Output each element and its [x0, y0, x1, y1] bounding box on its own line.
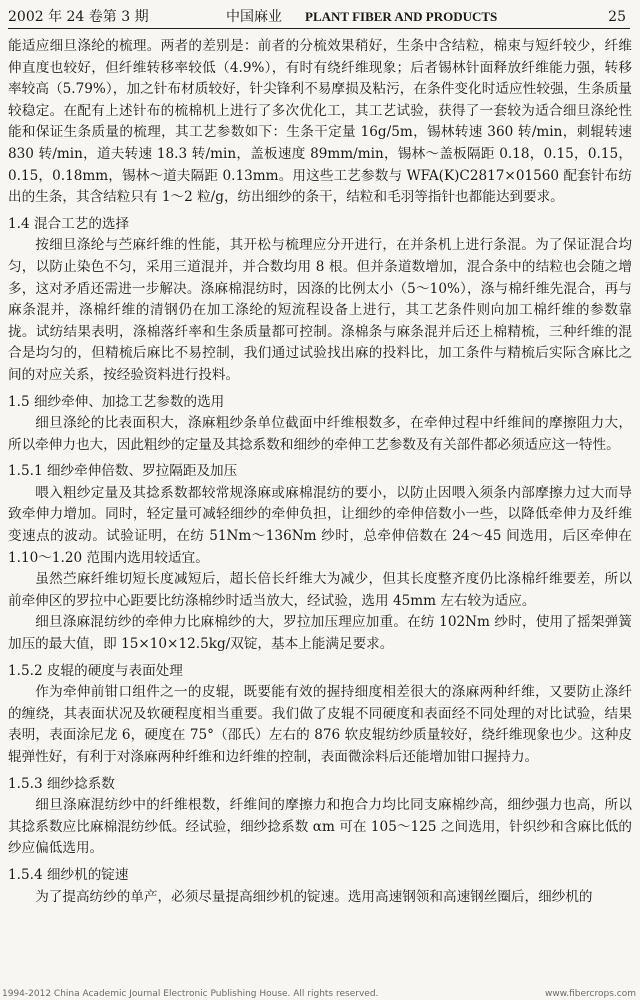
paragraph-1-5-1a: 喂入粗纱定量及其捻系数都较常规涤麻或麻棉混纺的要小，以防止因喂入须条内部摩擦力过大而导致牵伸力增加。同时，轻定量可减轻细纱的牵伸负担，让细纱的牵伸倍数小一些，以降低牵伸力及纤维变速点的波动。试验证明，在纺 51Nm～136Nm 纱时，总牵伸倍数在 24～45 间选用，后区牵伸在 1.10～1.20 范围内选用较适宜。 [8, 484, 632, 566]
section-heading-1-5-3: 1.5.3 细纱捻系数 [8, 775, 115, 792]
section-heading-1-4: 1.4 混合工艺的选择 [8, 215, 130, 232]
copyright-text: 1994-2012 China Academic Journal Electronic Publishing House. All rights reserved. [2, 989, 379, 999]
section-heading-1-5: 1.5 细纱牵伸、加捻工艺参数的选用 [8, 393, 225, 410]
paragraph-1-5-1b: 虽然苎麻纤维切短长度减短后，超长倍长纤维大为减少，但其长度整齐度仍比涤棉纤维要差，所以前牵伸区的罗拉中心距要比纺涤棉纱时适当放大，经试验，选用 45mm 左右较为适应。 [8, 571, 632, 609]
journal-issue: 2002 年 24 卷第 3 期 [8, 9, 149, 25]
journal-title-cn: 中国麻业 [226, 9, 282, 25]
paragraph-1-5-3: 细旦涤麻混纺纱中的纤维根数，纤维间的摩擦力和抱合力均比同支麻棉纱高，细纱强力也高，所以其捻系数应比麻棉混纺纱低。经试验，细纱捻系数 αm 可在 105～125 之间选用，针织纱和含麻比低的纱应偏低选用。 [8, 797, 632, 857]
website-watermark: www.fibercrops.com [545, 989, 636, 999]
page-header [8, 6, 630, 29]
paragraph-1-5: 细旦涤纶的比表面积大，涤麻粗纱条单位截面中纤维根数多，在牵伸过程中纤维间的摩擦阻力大，所以牵伸力也大，因此粗纱的定量及其捻系数和细纱的牵伸工艺参数及有关部件都必须适应这一特性。 [8, 415, 632, 453]
paragraph-1-4: 按细旦涤纶与苎麻纤维的性能，其开松与梳理应分开进行，在并条机上进行条混。为了保证混合均匀，以防止染色不匀，采用三道混并，并合数均用 8 根。但并条道数增加，混合条中的结粒也会随之增多，这对矛盾还需进一步解决。涤麻棉混纺时，因涤的比例太小（5～10%），涤与棉纤维先混合，再与麻条混并，涤棉纤维的清钢仍在加工涤纶的短流程设备上进行，其工艺条件则向加工棉纤维的参数靠拢。试纺结果表明，涤棉落纤率和生条质量都可控制。涤棉条与麻条混并后还上棉精梳，三种纤维的混合是均匀的，但精梳后麻比不易控制，我们通过试验找出麻的投料比，加工条件与精梳后实际含麻比之间的对应关系，按经验资料进行投料。 [8, 237, 632, 383]
paragraph-1-5-1c: 细旦涤麻混纺纱的牵伸力比麻棉纱的大，罗拉加压理应加重。在纺 102Nm 纱时，使用了摇架弹簧加压的最大值，即 15×10×12.5kg/双锭，基本上能满足要求。 [8, 614, 632, 653]
section-heading-1-5-2: 1.5.2 皮辊的硬度与表面处理 [8, 662, 183, 679]
paragraph-1-5-4: 为了提高纺纱的单产，必须尽量提高细纱机的锭速。选用高速钢领和高速钢丝圈后，细纱机的 [35, 888, 593, 905]
section-heading-1-5-1: 1.5.1 细纱牵伸倍数、罗拉隔距及加压 [8, 463, 238, 480]
journal-title-en: PLANT FIBER AND PRODUCTS [305, 9, 498, 24]
paragraph-intro: 能适应细旦涤纶的梳理。两者的差别是：前者的分梳效果稍好，生条中含结粒，棉束与短纤较少，纤维伸直度也较好，但纤维转移率较低（4.9%），有时有绕纤维现象；后者锡林针面释放纤维能力强，转移率较高（5.79%），加之针布材质较好，针尖锋利不易摩损及粘污，在条件变化时适应性较强，生条质量较稳定。在配有上述针布的梳棉机上进行了多次优化工，其工艺试验，获得了一套较为适合细旦涤纶性能和保证生条质量的梳理，其工艺参数如下：生条干定量 16g/5m，锡林转速 360 转/min，刺辊转速 830 转/min，道夫转速 18.3 转/min，盖板速度 89mm/min，锡林～盖板隔距 0.18，0.15，0.15，0.15，0.18mm，锡林～道夫隔距 0.13mm。用这些工艺参数与 WFA(K)C2817×01560 配套针布纺出的生条，其含结粒只有 1～2 粒/g，纺出细纱的条干，结粒和毛羽等指针也都能达到要求。 [8, 38, 632, 206]
page-number: 25 [608, 9, 626, 25]
article-body [8, 36, 632, 908]
section-heading-1-5-4: 1.5.4 细纱机的锭速 [8, 866, 129, 883]
page-footer [0, 988, 640, 1000]
paragraph-1-5-2: 作为牵伸前钳口组件之一的皮辊，既要能有效的握持细度相差很大的涤麻两种纤维，又要防止涤纤的缠绕，其表面状况及软硬程度相当重要。我们做了皮辊不同硬度和表面经不同处理的对比试验，结果表明，表面涂尼龙 6，硬度在 75°（邵氏）左右的 876 软皮辊纺纱质量较好，绕纤维现象也少。这种皮辊弹性好，有利于对涤麻两种纤维和边纤维的控制，表面微涂料后还能增加钳口握持力。 [8, 684, 632, 765]
